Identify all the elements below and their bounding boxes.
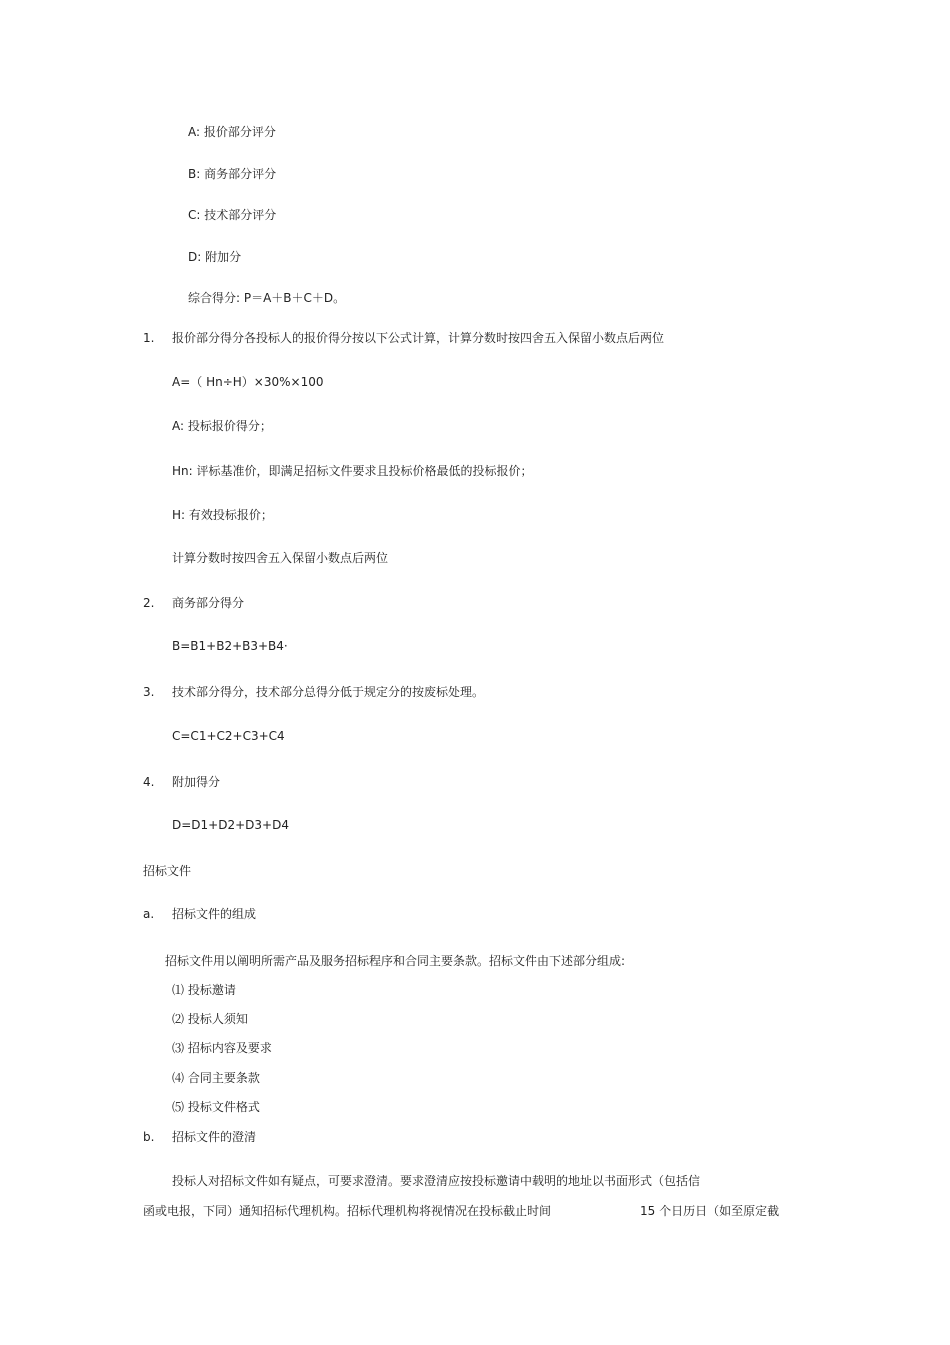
section-3-number: 3. xyxy=(143,685,155,699)
section-1-number: 1. xyxy=(143,331,155,345)
additional-formula: D=D1+D2+D3+D4 xyxy=(172,818,289,832)
definition-hn: Hn: 评标基准价，即满足招标文件要求且投标价格最低的投标报价； xyxy=(172,464,533,478)
section-a-number: a. xyxy=(143,907,155,921)
section-1-title: 报价部分得分各投标人的报价得分按以下公式计算，计算分数时按四舍五入保留小数点后两位 xyxy=(172,331,665,345)
list-item: ⑶ 招标内容及要求 xyxy=(172,1041,272,1055)
tender-doc-heading: 招标文件 xyxy=(143,864,192,878)
score-item-a: A: 报价部分评分 xyxy=(188,125,276,139)
section-b-number: b. xyxy=(143,1130,155,1144)
section-b-title: 招标文件的澄清 xyxy=(172,1130,257,1144)
list-item: ⑸ 投标文件格式 xyxy=(172,1100,260,1114)
section-3-title: 技术部分得分，技术部分总得分低于规定分的按废标处理。 xyxy=(172,685,485,699)
section-4-title: 附加得分 xyxy=(172,775,221,789)
technical-formula: C=C1+C2+C3+C4 xyxy=(172,729,285,743)
rounding-note: 计算分数时按四舍五入保留小数点后两位 xyxy=(172,551,389,565)
section-a-title: 招标文件的组成 xyxy=(172,907,257,921)
list-item: ⑵ 投标人须知 xyxy=(172,1012,248,1026)
clarification-line-2: 函或电报，下同）通知招标代理机构。招标代理机构将视情况在投标截止时间 xyxy=(143,1204,552,1218)
definition-a: A: 投标报价得分； xyxy=(172,419,272,433)
price-formula: A=（ Hn÷H）×30%×100 xyxy=(172,375,324,389)
score-item-b: B: 商务部分评分 xyxy=(188,167,277,181)
clarification-line-1: 投标人对招标文件如有疑点，可要求澄清。要求澄清应按投标邀请中载明的地址以书面形式（包括信 xyxy=(172,1174,701,1188)
section-4-number: 4. xyxy=(143,775,155,789)
definition-h: H: 有效投标报价； xyxy=(172,508,273,522)
clarification-line-2-tail: 15 个日历日（如至原定截 xyxy=(640,1204,780,1218)
list-item: ⑷ 合同主要条款 xyxy=(172,1071,260,1085)
list-item: ⑴ 投标邀请 xyxy=(172,983,236,997)
score-item-d: D: 附加分 xyxy=(188,250,242,264)
total-score-formula: 综合得分: P＝A＋B＋C＋D。 xyxy=(188,291,346,305)
tender-doc-intro: 招标文件用以阐明所需产品及服务招标程序和合同主要条款。招标文件由下述部分组成: xyxy=(165,954,626,968)
section-2-title: 商务部分得分 xyxy=(172,596,245,610)
score-item-c: C: 技术部分评分 xyxy=(188,208,277,222)
section-2-number: 2. xyxy=(143,596,155,610)
business-formula: B=B1+B2+B3+B4· xyxy=(172,639,288,653)
